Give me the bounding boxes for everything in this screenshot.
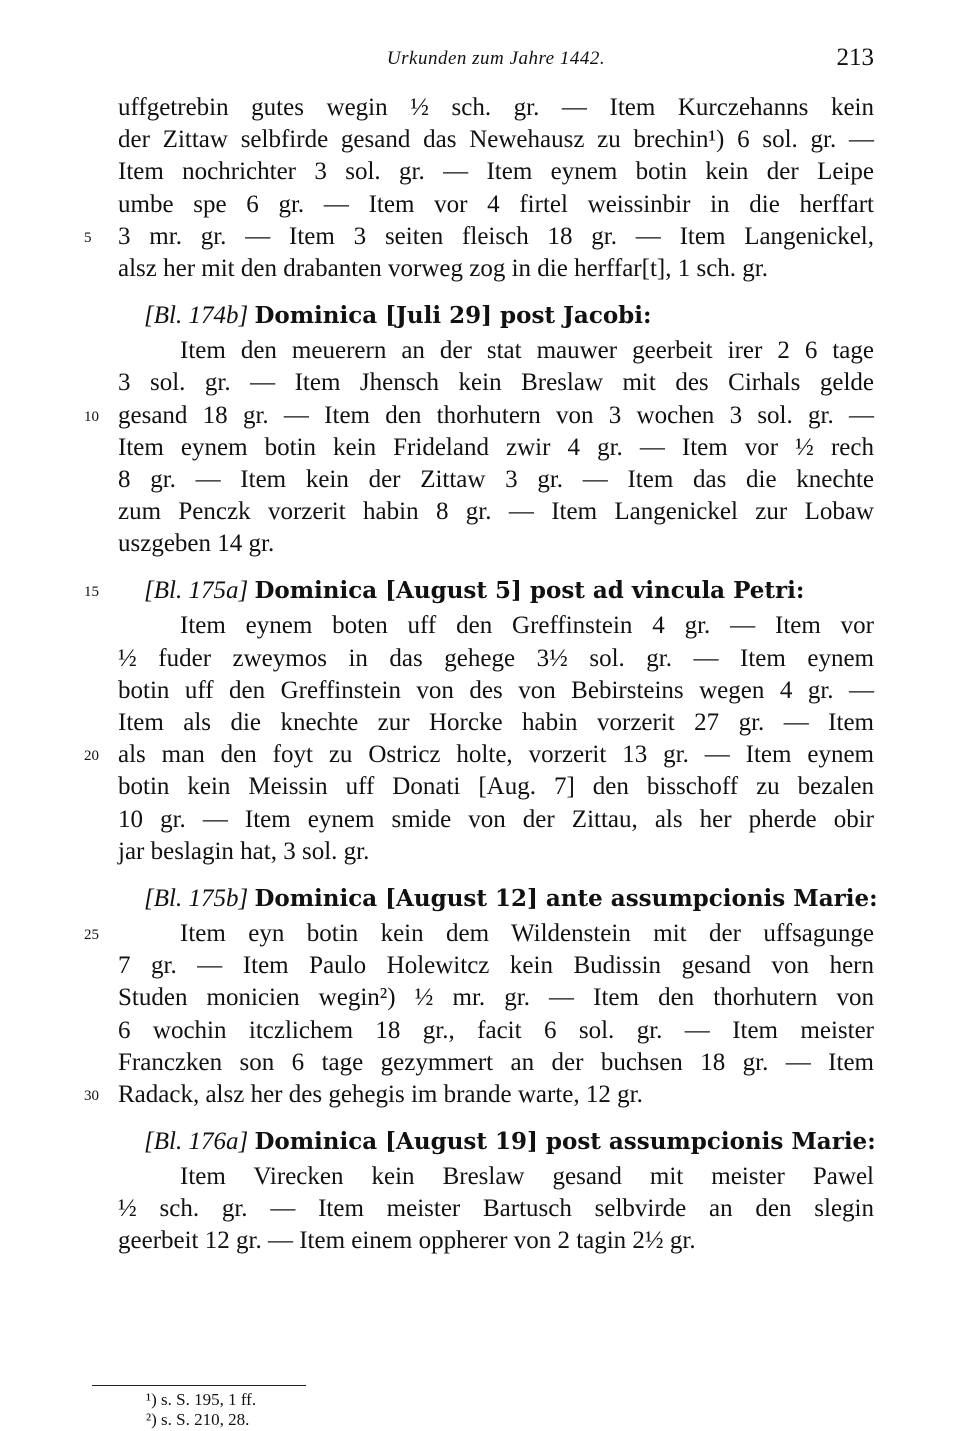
line-number: 5 xyxy=(84,229,92,246)
line-number: 30 xyxy=(84,1087,99,1104)
text-line: ½ sch. gr. — Item meister Bartusch selbvirde an den slegin xyxy=(118,1195,874,1223)
section-august-12 xyxy=(84,880,878,1111)
text-line: 8 gr. — Item kein der Zittaw 3 gr. — Item das die knechte xyxy=(118,465,874,493)
text-line: der Zittaw selbfirde gesand das Newehausz zu brechin¹) 6 sol. gr. — xyxy=(118,126,874,154)
text-line: Item nochrichter 3 sol. gr. — Item eynem botin kein der Leipe xyxy=(118,158,874,186)
running-title: Urkunden zum Jahre 1442. xyxy=(386,48,606,69)
heading-title: Dominica [August 19] post assumpcionis Marie: xyxy=(254,1128,876,1156)
section-august-5 xyxy=(84,572,874,868)
heading-title: Dominica [Juli 29] post Jacobi: xyxy=(254,302,652,330)
line-number: 15 xyxy=(84,584,99,601)
text-line: Item als die knechte zur Horcke habin vorzerit 27 gr. — Item xyxy=(118,709,874,736)
text-line: 25 Item eyn botin kein dem Wildenstein mit der uffsagunge xyxy=(118,918,874,950)
folio-reference: [Bl. 175a] xyxy=(144,577,249,605)
document-body xyxy=(84,92,878,1258)
footnotes xyxy=(146,1390,256,1430)
section-intro xyxy=(84,92,874,285)
footnote: ²) s. S. 210, 28. xyxy=(146,1410,250,1429)
text-line: Franczken son 6 tage gezymmert an der buchsen 18 gr. — Item xyxy=(118,1048,874,1076)
page-number: 213 xyxy=(836,44,874,71)
text-line: Item den meuerern an der stat mauwer geerbeit irer 2 6 tage xyxy=(180,337,874,365)
text-line: Item eynem boten uff den Greffinstein 4 gr. — Item vor xyxy=(180,612,874,640)
section-heading xyxy=(118,1123,874,1161)
text-line: 5 3 mr. gr. — Item 3 seiten fleisch 18 gr. — Item Langenickel, xyxy=(118,221,874,253)
heading-title: Dominica [August 5] post ad vincula Petri: xyxy=(254,577,805,605)
text-line: 20 als man den foyt zu Ostricz holte, vorzerit 13 gr. — Item eynem xyxy=(118,739,874,771)
line-number: 10 xyxy=(84,408,99,425)
section-august-19 xyxy=(118,1123,874,1258)
text-line: 6 wochin itczlichem 18 gr., facit 6 sol. gr. — Item meister xyxy=(118,1016,874,1044)
text-line: Item eynem botin kein Frideland zwir 4 gr. — Item vor ½ rech xyxy=(118,433,874,461)
text-line: uszgeben 14 gr. xyxy=(118,530,275,558)
text-line: 30 Radack, alsz her des gehegis im brande warte, 12 gr. xyxy=(118,1079,874,1111)
footnote-divider xyxy=(92,1385,306,1386)
text-line: alsz her mit den drabanten vorweg zog in die herffar[t], 1 sch. gr. xyxy=(118,254,768,282)
section-juli-29 xyxy=(84,297,874,560)
text-line: ½ fuder zweymos in das gehege 3½ sol. gr. — Item eynem xyxy=(118,644,874,672)
page-header xyxy=(118,44,874,78)
text-line: 10 gr. — Item eynem smide von der Zittau, als her pherde obir xyxy=(118,805,874,833)
section-heading xyxy=(118,880,878,918)
text-line: umbe spe 6 gr. — Item vor 4 firtel weissinbir in die herffart xyxy=(118,190,874,218)
text-line: 10 gesand 18 gr. — Item den thorhutern von 3 wochen 3 sol. gr. — xyxy=(118,400,874,432)
text-line: 7 gr. — Item Paulo Holewitcz kein Budissin gesand von hern xyxy=(118,952,874,980)
heading-title: Dominica [August 12] ante assumpcionis Marie: xyxy=(254,884,878,912)
text-line: 3 sol. gr. — Item Jhensch kein Breslaw mit des Cirhals gelde xyxy=(118,369,874,397)
folio-reference: [Bl. 174b] xyxy=(144,302,249,330)
text-line: Item Virecken kein Breslaw gesand mit meister Pawel xyxy=(180,1163,874,1191)
text-line: botin uff den Greffinstein von des von Bebirsteins wegen 4 gr. — xyxy=(118,676,874,704)
text-line: jar beslagin hat, 3 sol. gr. xyxy=(118,837,370,865)
text-line: uffgetrebin gutes wegin ½ sch. gr. — Item Kurczehanns kein xyxy=(118,94,874,121)
section-heading xyxy=(118,297,874,335)
folio-reference: [Bl. 175b] xyxy=(144,884,249,912)
text-line: botin kein Meissin uff Donati [Aug. 7] den bisschoff zu bezalen xyxy=(118,773,874,801)
text-line: Studen monicien wegin²) ½ mr. gr. — Item den thorhutern von xyxy=(118,984,874,1012)
line-number: 20 xyxy=(84,748,99,765)
folio-reference: [Bl. 176a] xyxy=(144,1128,249,1156)
text-line: zum Penczk vorzerit habin 8 gr. — Item Langenickel zur Lobaw xyxy=(118,498,874,526)
footnote: ¹) s. S. 195, 1 ff. xyxy=(146,1390,257,1409)
section-heading xyxy=(84,572,874,610)
text-line: geerbeit 12 gr. — Item einem oppherer von 2 tagin 2½ gr. xyxy=(118,1227,696,1255)
line-number: 25 xyxy=(84,926,99,943)
